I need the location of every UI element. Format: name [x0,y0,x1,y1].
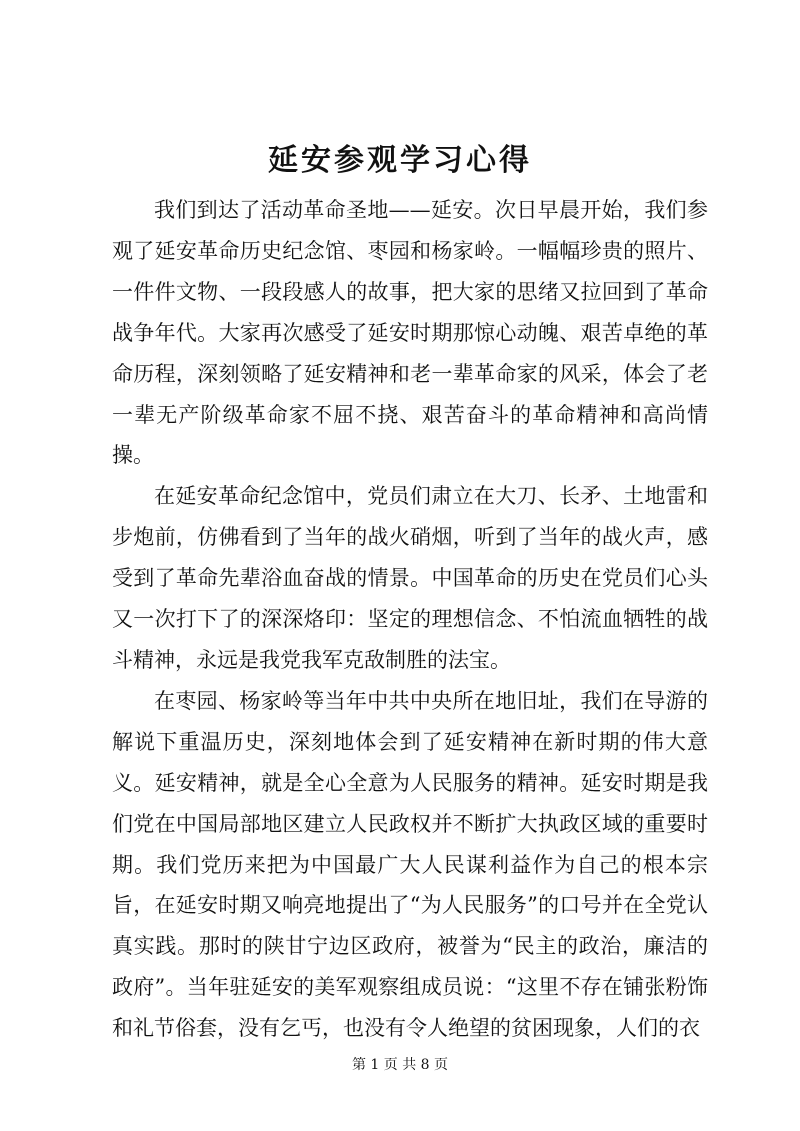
document-title: 延安参观学习心得 [268,143,532,178]
paragraph-1: 我们到达了活动革命圣地——延安。次日早晨开始，我们参观了延安革命历史纪念馆、枣园和杨家岭。一幅幅珍贵的照片、一件件文物、一段段感人的故事，把大家的思绪又拉回到了革命战争年代。大家再次感受了延安时期那惊心动魄、艰苦卓绝的革命历程，深刻领略了延安精神和老一辈革命家的风采，体会了老一辈无产阶级革命家不屈不挠、艰苦奋斗的革命精神和高尚情操。 [112,198,708,468]
paragraph-3: 在枣园、杨家岭等当年中共中央所在地旧址，我们在导游的解说下重温历史，深刻地体会到了延安精神在新时期的伟大意义。延安精神，就是全心全意为人民服务的精神。延安时期是我们党在中国局部地区建立人民政权并不断扩大执政区域的重要时期。我们党历来把为中国最广大人民谋利益作为自己的根本宗旨，在延安时期又响亮地提出了“为人民服务”的口号并在全党认真实践。那时的陕甘宁边区政府，被誉为“民主的政治，廉洁的政府”。当年驻延安的美军观察组成员说：“这里不存在铺张粉饰和礼节俗套，没有乞丐，也没有令人绝望的贫困现象，人们的衣 [112,688,708,1041]
page-number-footer: 第 1 页 共 8 页 [351,1057,449,1073]
document-body [112,190,708,1049]
paragraph-2: 在延安革命纪念馆中，党员们肃立在大刀、长矛、土地雷和步炮前，仿佛看到了当年的战火硝烟，听到了当年的战火声，感受到了革命先辈浴血奋战的情景。中国革命的历史在党员们心头又一次打下了的深深烙印：坚定的理想信念、不怕流血牺牲的战斗精神，永远是我党我军克敌制胜的法宝。 [112,484,708,672]
